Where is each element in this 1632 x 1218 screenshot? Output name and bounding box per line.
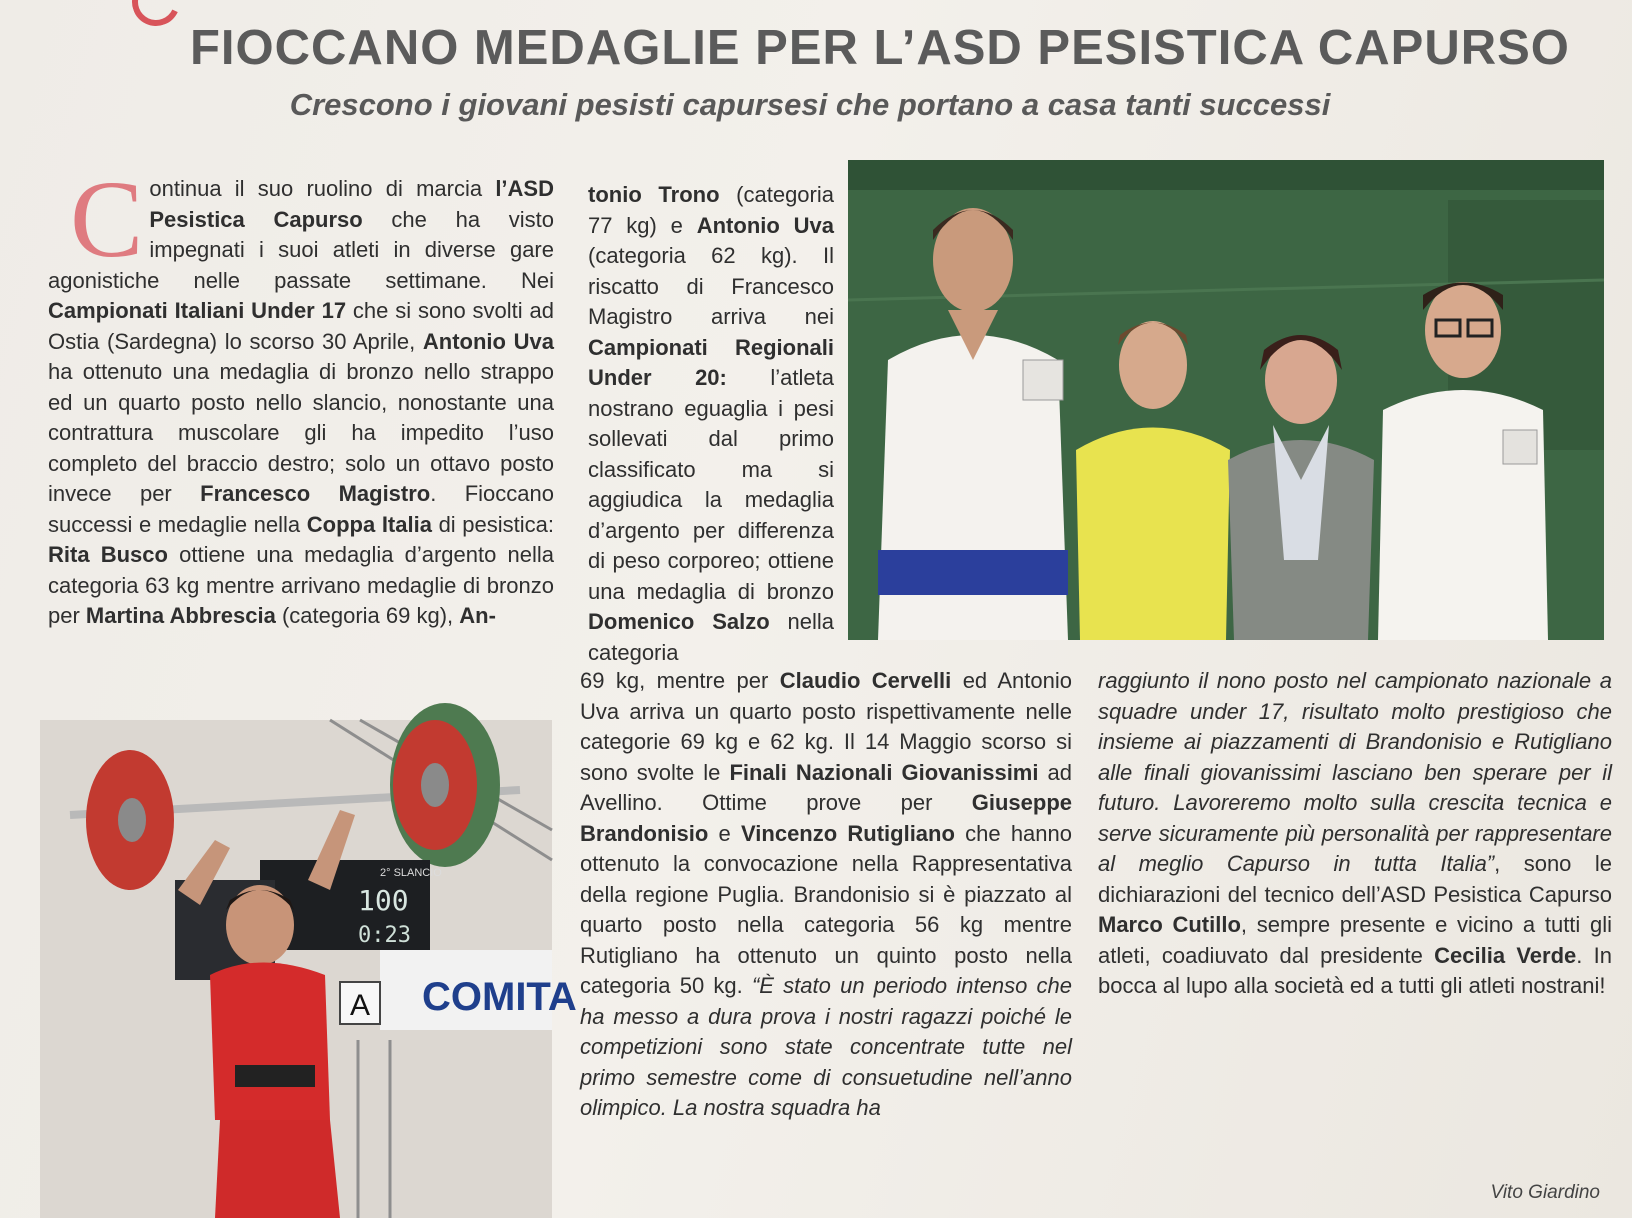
bold-text: l’ASD Pesistica Capurso: [149, 176, 554, 232]
bold-text: Rita Busco: [48, 542, 168, 567]
bold-text: Domenico Salzo: [588, 609, 770, 634]
text: (categoria 69 kg),: [275, 603, 460, 628]
article-subtitle: Crescono i giovani pesisti capursesi che portano a casa tanti successi: [289, 87, 1331, 122]
bold-text: Francesco Magistro: [200, 481, 431, 506]
text: che hanno ottenuto la convocazione nella Rappresentativa della regione Puglia. Brandonisio si è piazzato al quarto posto nella categoria 56 kg mentre Rutigliano ha ottenuto un quinto posto nella categoria 50 kg.: [580, 820, 1073, 998]
bold-text: Martina Abbrescia: [85, 603, 276, 628]
text: . In bocca al lupo alla società ed a tutti gli atleti nostrani!: [1098, 942, 1612, 998]
bold-text: Giuseppe Brandonisio: [580, 790, 1072, 846]
drop-cap: C: [70, 158, 144, 280]
text: (categoria 77 kg) e: [588, 182, 834, 238]
bold-text: Antonio Uva: [696, 212, 834, 238]
plate-right: [390, 703, 500, 867]
bold-text: Vincenzo Rutigliano: [741, 820, 955, 846]
text: (categoria 62 kg). Il riscatto di Francesco Magistro arriva nei: [588, 243, 834, 329]
bold-text: Coppa Italia: [306, 511, 432, 537]
text: ontinua il suo ruolino di marcia: [149, 176, 496, 201]
scoreboard-label: 2° SLANCIO: [380, 867, 442, 879]
bold-text: Cecilia Verde: [1434, 942, 1577, 968]
text: nella categoria: [588, 609, 835, 665]
banner-text: COMITA: [422, 975, 577, 1019]
scoreboard-time: 0:23: [358, 923, 411, 948]
text: che si sono svolti ad Ostia (Sardegna) lo scorso 30 Aprile,: [48, 298, 554, 354]
text: ottiene una medaglia d’argento nella categoria 63 kg mentre arrivano medaglie di bronzo per: [48, 542, 554, 628]
text: di pesistica:: [431, 511, 555, 537]
plate-left: [86, 750, 174, 890]
bold-text: Campionati Italiani Under 17: [48, 298, 347, 323]
text: ad Avellino. Ottime prove per: [580, 759, 1072, 815]
bold-text: Campionati Regionali Under 20:: [588, 334, 834, 390]
text: che ha visto impegnati i suoi atleti in diverse gare agonistiche nelle passate settimane. Nei: [48, 206, 555, 293]
group-photo-illustration: [848, 160, 1604, 640]
article-column-3: [1098, 666, 1612, 1002]
text: ed Antonio Uva arriva un quarto posto rispettivamente nelle categorie 69 kg e 62 kg. Il 14 Maggio scorso si sono svolte le: [580, 668, 1072, 785]
quote-text: raggiunto il nono posto nel campionato nazionale a squadre under 17, risultato molto prestigioso che insieme ai piazzamenti di Brandonisio e Rutigliano alle finali giovanissimi lasciano ben sperare per il futuro. Lavoreremo molto sulla crescita tecnica e serve sicuramente più personalità per rappresentare al meglio Capurso in tutta Italia”: [1098, 668, 1612, 876]
bold-text: Finali Nazionali Giovanissimi: [729, 759, 1039, 785]
weightlifting-photo: [40, 720, 577, 1218]
bold-text: Antonio Uva: [422, 328, 554, 354]
weightlifting-illustration: [40, 720, 577, 1218]
text: 69 kg, mentre per: [580, 668, 780, 693]
text: . Fioccano successi e medaglie nella: [48, 481, 554, 537]
text: e: [708, 820, 741, 846]
text: , sono le dichiarazioni del tecnico dell’ASD Pesistica Capurso: [1098, 851, 1613, 907]
bold-text: Marco Cutillo: [1098, 912, 1241, 937]
sign-letter: A: [350, 989, 371, 1022]
article-column-1: [48, 158, 555, 632]
bold-text: tonio Trono: [588, 182, 720, 207]
bold-text: Claudio Cervelli: [779, 668, 952, 693]
article-column-2-lower: [580, 666, 1072, 1124]
text: l’atleta nostrano eguaglia i pesi sollevati dal primo classificato ma si aggiudica la medaglia d’argento per differenza di peso corporeo; ottiene una medaglia di bronzo: [588, 365, 834, 604]
scoreboard-weight: 100: [358, 884, 409, 917]
text: ha ottenuto una medaglia di bronzo nello strappo ed un quarto posto nello slancio, nonostante una contrattura muscolare gli ha impedito l’uso completo del braccio destro; solo un ottavo posto invece per: [48, 359, 554, 506]
group-photo: [848, 160, 1604, 640]
quote-text: “È stato un periodo intenso che ha messo a dura prova i nostri ragazzi poiché le competizioni sono state concentrate tutte nel primo semestre come di consuetudine nell’anno olimpico. La nostra squadra ha: [580, 973, 1072, 1120]
author-byline: Vito Giardino: [1490, 1182, 1600, 1203]
bold-text: An-: [459, 603, 496, 628]
corner-ornament: [125, 0, 187, 33]
text: , sempre presente e vicino a tutti gli atleti, coadiuvato dal presidente: [1098, 912, 1613, 968]
article-column-2: [588, 180, 834, 668]
article-title: FIOCCANO MEDAGLIE PER L’ASD PESISTICA CAPURSO: [190, 21, 1570, 75]
